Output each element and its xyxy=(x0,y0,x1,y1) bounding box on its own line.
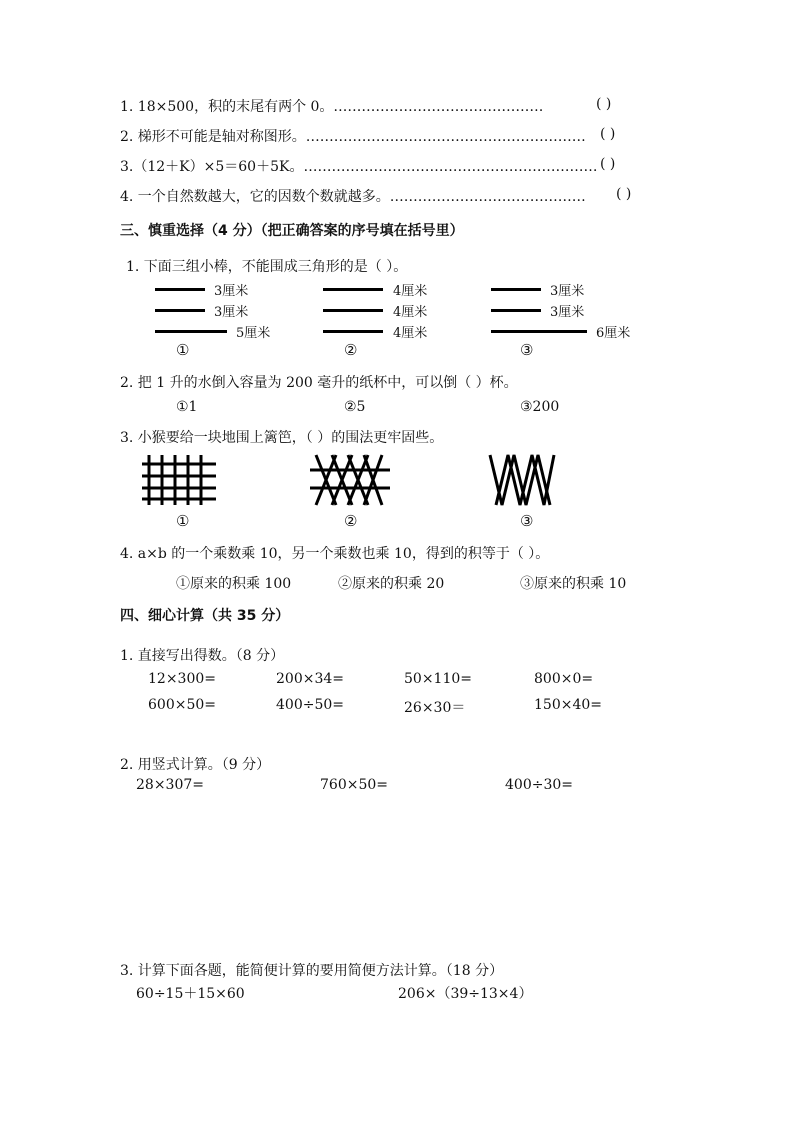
judge-item-2 xyxy=(120,126,586,146)
oral-item: 12×300= xyxy=(148,671,216,687)
question-cups: 2. 把 1 升的水倒入容量为 200 毫升的纸杯中，可以倒（ ）杯。 xyxy=(120,375,518,391)
answer-bracket[interactable]: ( ) xyxy=(600,156,616,172)
vertical-item: 760×50= xyxy=(320,777,388,793)
option-number[interactable]: ① xyxy=(176,341,190,359)
judge-text: 3.（12＋K）×5＝60＋5K。……………………………………………………… xyxy=(120,159,598,175)
stick xyxy=(323,330,383,333)
section-title-choice: 三、慎重选择（4 分）（把正确答案的序号填在括号里） xyxy=(120,223,464,239)
oral-item: 26×30＝ xyxy=(404,700,466,716)
option[interactable]: ①原来的积乘 100 xyxy=(176,576,292,592)
section-title-calc: 四、细心计算（共 35 分） xyxy=(120,608,290,624)
answer-bracket[interactable]: ( ) xyxy=(596,96,612,112)
stick-length-label: 4厘米 xyxy=(393,305,428,320)
oral-item: 200×34= xyxy=(276,671,344,687)
judge-item-1 xyxy=(120,96,543,116)
stick xyxy=(155,330,227,333)
oral-item: 800×0= xyxy=(534,671,594,687)
vertical-item: 28×307= xyxy=(136,777,204,793)
option-number[interactable]: ② xyxy=(344,512,358,530)
oral-item: 600×50= xyxy=(148,697,216,713)
stick-length-label: 4厘米 xyxy=(393,326,428,341)
question-oral: 1. 直接写出得数。（8 分） xyxy=(120,648,285,664)
judge-item-4 xyxy=(120,186,586,206)
stick-length-label: 6厘米 xyxy=(596,326,631,341)
answer-bracket[interactable]: ( ) xyxy=(616,186,632,202)
stick xyxy=(155,309,205,312)
stick-length-label: 3厘米 xyxy=(214,284,249,299)
oral-item: 50×110= xyxy=(404,671,472,687)
stick-length-label: 4厘米 xyxy=(393,284,428,299)
simplify-item: 60÷15＋15×60 xyxy=(136,986,245,1002)
option[interactable]: ③200 xyxy=(520,399,560,415)
stick-length-label: 5厘米 xyxy=(236,326,271,341)
option-number[interactable]: ③ xyxy=(520,512,534,530)
oral-item: 400÷50= xyxy=(276,697,344,713)
option[interactable]: ③原来的积乘 10 xyxy=(520,576,627,592)
fence-cross-figure xyxy=(310,455,390,505)
question-product: 4. a×b 的一个乘数乘 10，另一个乘数也乘 10，得到的积等于（ ）。 xyxy=(120,546,550,562)
option-number[interactable]: ① xyxy=(176,512,190,530)
option-number[interactable]: ② xyxy=(344,341,358,359)
oral-item: 150×40= xyxy=(534,697,602,713)
question-sticks: 1. 下面三组小棒，不能围成三角形的是（ ）。 xyxy=(126,259,408,275)
stick-length-label: 3厘米 xyxy=(550,305,585,320)
simplify-item: 206×（39÷13×4） xyxy=(398,986,533,1002)
option[interactable]: ②原来的积乘 20 xyxy=(338,576,445,592)
option-number[interactable]: ③ xyxy=(520,341,534,359)
judge-text: 2. 梯形不可能是轴对称图形。…………………………………………………… xyxy=(120,129,586,145)
stick xyxy=(323,309,383,312)
judge-text: 4. 一个自然数越大，它的因数个数就越多。…………………………………… xyxy=(120,189,586,205)
judge-item-3 xyxy=(120,156,597,176)
stick xyxy=(491,330,587,333)
stick-length-label: 3厘米 xyxy=(550,284,585,299)
question-vertical: 2. 用竖式计算。（9 分） xyxy=(120,757,271,773)
stick xyxy=(155,288,205,291)
stick xyxy=(323,288,383,291)
option[interactable]: ①1 xyxy=(176,399,198,415)
option[interactable]: ②5 xyxy=(344,399,366,415)
stick-length-label: 3厘米 xyxy=(214,305,249,320)
answer-bracket[interactable]: ( ) xyxy=(600,126,616,142)
question-simplify: 3. 计算下面各题，能简便计算的要用简便方法计算。（18 分） xyxy=(120,963,504,979)
vertical-item: 400÷30= xyxy=(505,777,573,793)
stick xyxy=(491,288,541,291)
fence-zigzag-figure xyxy=(488,455,556,505)
question-fence: 3. 小猴要给一块地围上篱笆，（ ）的围法更牢固些。 xyxy=(120,430,444,446)
fence-grid-figure xyxy=(140,455,220,505)
stick xyxy=(491,309,541,312)
judge-text: 1. 18×500，积的末尾有两个 0。……………………………………… xyxy=(120,99,544,115)
